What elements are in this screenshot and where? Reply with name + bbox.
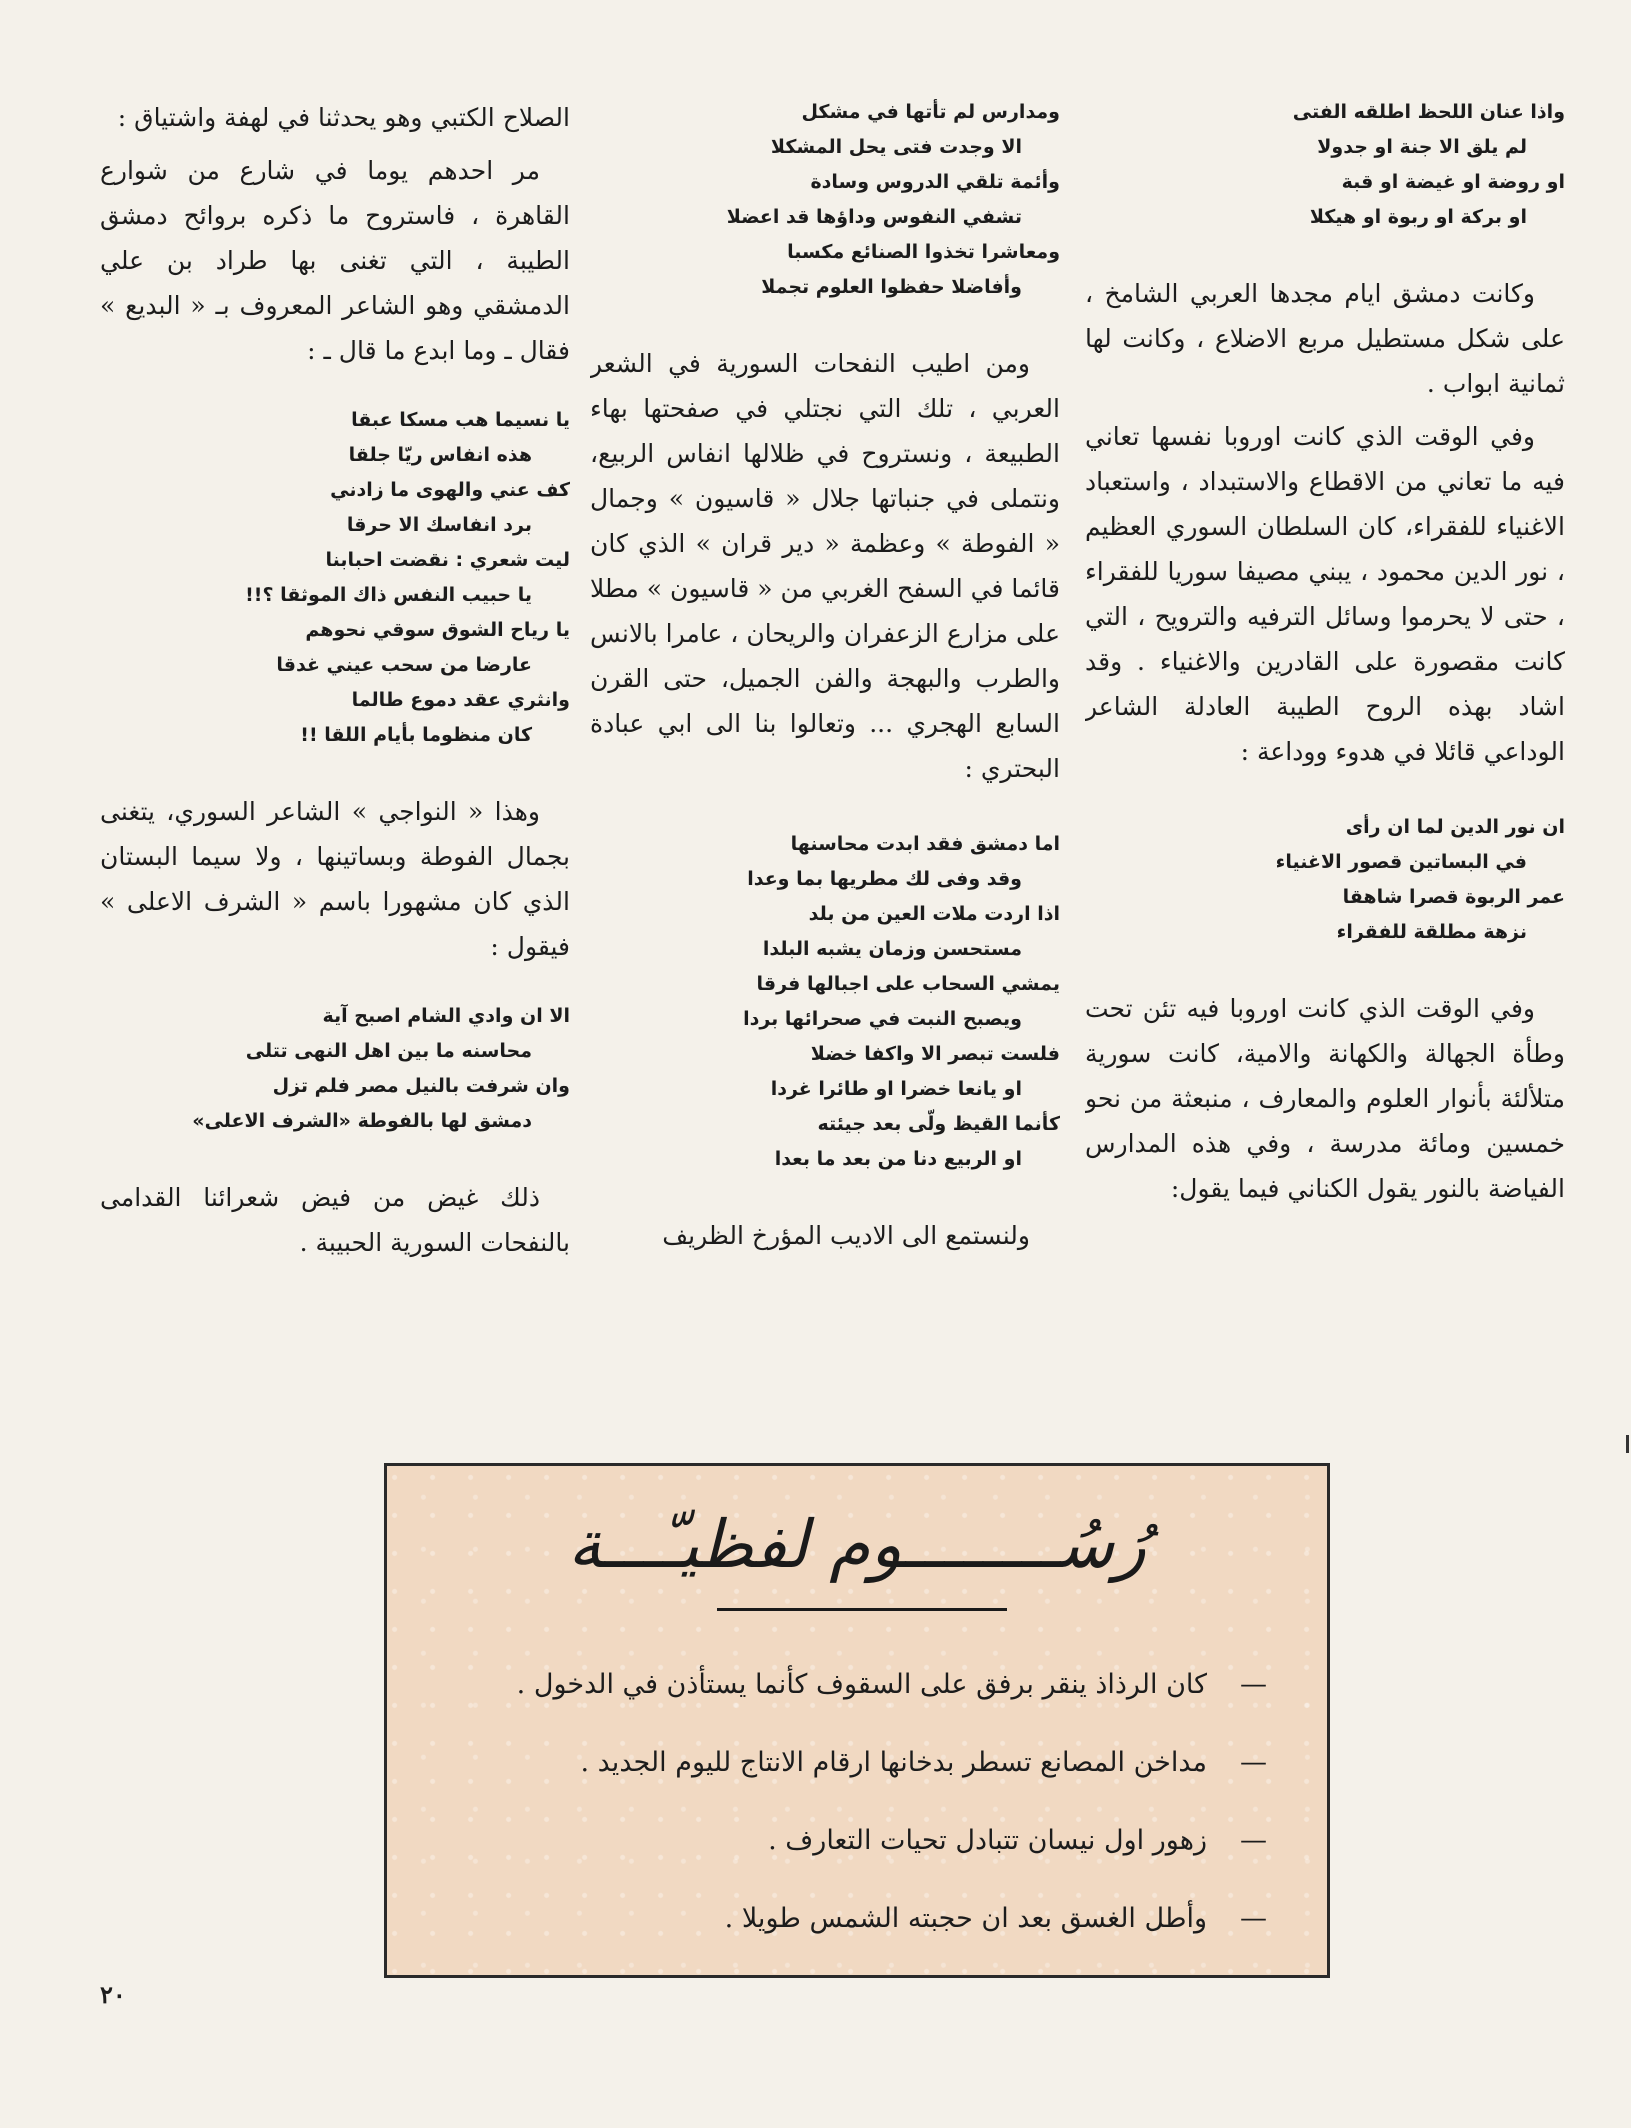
verse-line: الا ان وادي الشام اصبح آية bbox=[322, 1005, 570, 1027]
list-item-text: كان الرذاذ ينقر برفق على السقوف كأنما يستأذن في الدخول . bbox=[516, 1669, 1207, 1700]
paragraph: مر احدهم يوما في شارع من شوارع القاهرة ، فاستروح ما ذكره بروائح دمشق الطيبة ، التي تغنى بها طراد بن علي الدمشقي وهو الشاعر المعروف بـ « البديع » فقال ـ وما ابدع ما قال ـ : bbox=[100, 156, 570, 365]
verbal-sketches-box bbox=[384, 1463, 1330, 1978]
dash-bullet: — bbox=[1240, 1903, 1267, 1934]
paragraph: ذلك غيض من فيض شعرائنا القدامى بالنفحات السورية الحبيبة . bbox=[100, 1183, 570, 1257]
verse-line: تشفي النفوس وداؤها قد اعضلا bbox=[726, 206, 1022, 228]
verse-line: او الربيع دنا من بعد ما بعدا bbox=[774, 1148, 1022, 1170]
list-item-text: زهور اول نيسان تتبادل تحيات التعارف . bbox=[768, 1825, 1207, 1856]
verse-line: نزهة مطلقة للفقراء bbox=[1336, 921, 1527, 943]
verse-line: واذا عنان اللحظ اطلقه الفتى bbox=[1292, 101, 1565, 123]
verse-line: عارضا من سحب عيني غدقا bbox=[276, 654, 532, 676]
verse-line: يا رياح الشوق سوقي نحوهم bbox=[305, 619, 570, 641]
verse-line: وانثري عقد دموع طالما bbox=[351, 689, 570, 711]
poem-nawaji bbox=[100, 999, 570, 1139]
verse-line: او روضة او غيضة او قبة bbox=[1341, 171, 1565, 193]
verse-line: ومعاشرا تخذوا الصنائع مكسبا bbox=[787, 241, 1060, 263]
verse-line: كان منظوما بأيام اللقا !! bbox=[300, 724, 532, 746]
dash-bullet: — bbox=[1240, 1825, 1267, 1856]
verse-line: ليت شعري : نقضت احبابنا bbox=[325, 549, 570, 571]
margin-mark bbox=[1626, 1435, 1629, 1453]
verse-line: دمشق لها بالفوطة «الشرف الاعلى» bbox=[192, 1110, 532, 1132]
verse-line: وأفاضلا حفظوا العلوم تجملا bbox=[761, 276, 1022, 298]
list-item bbox=[447, 1646, 1267, 1724]
verse-line: مستحسن وزمان يشبه البلدا bbox=[762, 938, 1022, 960]
column-right bbox=[1085, 95, 1565, 1425]
verse-line: وأئمة تلقي الدروس وسادة bbox=[810, 171, 1060, 193]
poem-wadai bbox=[1085, 810, 1565, 950]
verse-line: او بركة او ربوة او هيكلا bbox=[1309, 206, 1527, 228]
verse-line: الا وجدت فتى يحل المشكلا bbox=[770, 136, 1022, 158]
verse-line: محاسنه ما بين اهل النهى تتلى bbox=[245, 1040, 532, 1062]
paragraph: ولنستمع الى الاديب المؤرخ الظريف bbox=[662, 1221, 1030, 1250]
paragraph: وكانت دمشق ايام مجدها العربي الشامخ ، على شكل مستطيل مربع الاضلاع ، وكانت لها ثمانية ابواب . bbox=[1085, 279, 1565, 398]
verse-line: في البساتين قصور الاغنياء bbox=[1275, 851, 1527, 873]
verse-line: يا نسيما هب مسكا عبقا bbox=[351, 409, 570, 431]
poem-kinani bbox=[590, 95, 1060, 305]
paragraph: ومن اطيب النفحات السورية في الشعر العربي ، تلك التي نجتلي في صفحتها بهاء الطبيعة ، ونستروح في ظلالها انفاس الربيع، ونتملى في جنباتها جلال « قاسيون » وجمال « الفوطة » وعظمة « دير قران » الذي كان قائما في السفح الغربي من « قاسيون » مطلا على مزارع الزعفران والريحان ، عامرا بالانس والطرب والبهجة والفن الجميل، حتى القرن السابع الهجري ... وتعالوا بنا الى ابي عبادة البحتري : bbox=[590, 349, 1060, 783]
paragraph: وهذا « النواجي » الشاعر السوري، يتغنى بجمال الفوطة وبساتينها ، ولا سيما البستان الذي كان مشهورا باسم « الشرف الاعلى » فيقول : bbox=[100, 797, 570, 961]
verse-line: عمر الربوة قصرا شاهقا bbox=[1342, 886, 1565, 908]
column-middle bbox=[590, 95, 1060, 1425]
verse-line: كف عني والهوى ما زادني bbox=[330, 479, 570, 501]
paragraph: الصلاح الكتبي وهو يحدثنا في لهفة واشتياق : bbox=[117, 103, 570, 132]
list-item-text: مداخن المصانع تسطر بدخانها ارقام الانتاج لليوم الجديد . bbox=[580, 1747, 1207, 1778]
verse-line: ويصبح النبت في صحرائها بردا bbox=[743, 1008, 1022, 1030]
verse-line: ان نور الدين لما ان رأى bbox=[1345, 816, 1565, 838]
verse-line: لم يلق الا جنة او جدولا bbox=[1317, 136, 1527, 158]
box-item-list bbox=[447, 1646, 1267, 1958]
verse-line: فلست تبصر الا واكفا خضلا bbox=[810, 1043, 1060, 1065]
list-item-text: وأطل الغسق بعد ان حجبته الشمس طويلا . bbox=[724, 1903, 1207, 1934]
verse-line: ومدارس لم تأتها في مشكل bbox=[801, 101, 1060, 123]
poem-buhturi bbox=[590, 827, 1060, 1177]
verse-line: كأنما القيظ ولّى بعد جيئته bbox=[817, 1113, 1060, 1135]
verse-line: يمشي السحاب على اجبالها فرقا bbox=[756, 973, 1060, 995]
poem-badi bbox=[100, 403, 570, 753]
list-item bbox=[447, 1802, 1267, 1880]
verse-line: هذه انفاس ريّا جلقا bbox=[348, 444, 532, 466]
title-underline bbox=[717, 1608, 1007, 1611]
box-title: رُسُــــــــوم لفظيـّـــة bbox=[567, 1506, 1147, 1583]
verse-line: برد انفاسك الا حرقا bbox=[346, 514, 532, 536]
verse-line: وقد وفى لك مطريها بما وعدا bbox=[747, 868, 1022, 890]
column-left bbox=[100, 95, 570, 1425]
verse-line: يا حبيب النفس ذاك الموثقا ؟!! bbox=[245, 584, 532, 606]
paragraph: وفي الوقت الذي كانت اوروبا فيه تئن تحت وطأة الجهالة والكهانة والامية، كانت سورية متلألئة بأنوار العلوم والمعارف ، منبعثة من نحو خمسين ومائة مدرسة ، وفي هذه المدارس الفياضة بالنور يقول الكناني فيما يقول: bbox=[1085, 994, 1565, 1203]
list-item bbox=[447, 1880, 1267, 1958]
verse-line: اما دمشق فقد ابدت محاسنها bbox=[790, 833, 1060, 855]
poem-wajid bbox=[1085, 95, 1565, 235]
verse-line: او يانعا خضرا او طائرا غردا bbox=[770, 1078, 1022, 1100]
paragraph: وفي الوقت الذي كانت اوروبا نفسها تعاني فيه ما تعاني من الاقطاع والاستبداد ، واستعباد الاغنياء للفقراء، كان السلطان السوري العظيم ، نور الدين محمود ، يبني مصيفا سوريا للفقراء ، حتى لا يحرموا وسائل الترفيه والترويح ، التي كانت مقصورة على القادرين والاغنياء . وقد اشاد بهذه الروح الطيبة العادلة الشاعر الوداعي قائلا في هدوء ووداعة : bbox=[1085, 422, 1565, 766]
verse-line: اذا اردت ملات العين من بلد bbox=[808, 903, 1060, 925]
dash-bullet: — bbox=[1240, 1747, 1267, 1778]
dash-bullet: — bbox=[1240, 1669, 1267, 1700]
page-number: ٢٠ bbox=[100, 1980, 126, 2009]
list-item bbox=[447, 1724, 1267, 1802]
verse-line: وان شرفت بالنيل مصر فلم تزل bbox=[272, 1075, 570, 1097]
